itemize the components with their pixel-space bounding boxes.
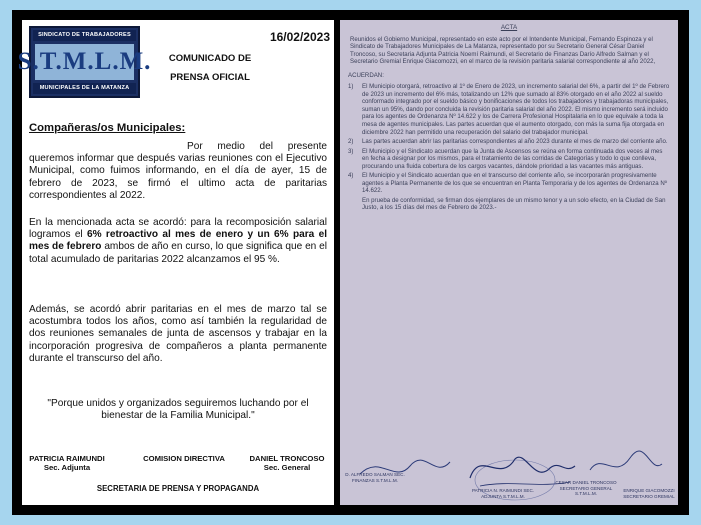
signature-comision-name: COMISION DIRECTIVA [143, 454, 225, 463]
stamp-general: CESAR DANIEL TRONCOSO SECRETARIO GENERAL S.T.M.L.M. [555, 480, 617, 497]
acta-document [348, 24, 670, 212]
stamp-finanzas: D. ALFREDO SALMAN SEC. FINANZAS S.T.M.L.M. [345, 472, 405, 483]
acta-item-text: El Municipio otorgará, retroactivo al 1º de Enero de 2023, un incremento salarial del 6%, a partir del 1º de Febrero de 2023 un incremento del 6% más, totalizando un 12% que sumado al 83% otorgado en el año 2022 al sueldo conformado integrado por el sueldo básico y bonificaciones de todos los trabajadores y trabajadoras municipales, suman un 95%, dando por concluida la revisión paritaria salarial del año 2022. El mismo incremento será incluido para los agentes de Ordenanza Nº 14.622 y los de Carrera Profesional Hospitalaria en lo que equivale a toda la mesa de agentes municipales. Las partes acuerdan que el aumento otorgado, con más la suma fija otorgada en diciembre 2022 han permitido una recuperación del salario del trabajador municipal. [362, 83, 670, 136]
greeting: Compañeras/os Municipales: [29, 122, 186, 134]
acta-item [348, 83, 670, 136]
acta-item [348, 138, 670, 146]
press-release-panel [17, 20, 334, 505]
paragraph-1: Por medio del presente queremos informar que después varias reuniones con el Ejecutivo Municipal, como fuimos informando, en el día de ayer, 15 de febrero de 2023, se firmó el ultimo acta de paritarias correspondientes al 2022. [29, 141, 327, 201]
comunicado-title-line2: PRENSA OFICIAL [170, 72, 250, 83]
signature-adjunta [27, 454, 107, 472]
logo-bottom-text: MUNICIPALES DE LA MATANZA [33, 83, 136, 94]
acta-item-number: 4) [348, 172, 354, 180]
secretaria-footer: SECRETARIA DE PRENSA Y PROPAGANDA [96, 484, 260, 493]
acta-item-text: El Municipio y el Sindicato acuerdan que en el transcurso del corriente año, se incorporarán progresivamente agentes a Planta Permanente de los que se encuentran en Planta Temporaria y de los agentes de Ordenanza Nº 14.622. [362, 172, 667, 195]
union-logo [17, 26, 152, 98]
acta-item [348, 148, 670, 171]
paragraph-2-highlight: 6% retroactivo al mes de enero y un 6% para el mes de febrero [29, 229, 327, 253]
acta-title: ACTA [500, 24, 518, 31]
paragraph-2 [29, 217, 327, 266]
signature-adjunta-name: PATRICIA RAIMUNDI [29, 454, 105, 463]
logo-top-text: SINDICATO DE TRABAJADORES [33, 30, 136, 41]
stamp-adjunta: PATRICIA N. RAIMUNDI SEC. ADJUNTA S.T.M.L.M. [471, 488, 535, 499]
acta-photo [340, 20, 678, 505]
signature-general [242, 454, 332, 472]
signature-general-role: Sec. General [263, 463, 311, 472]
paragraph-2-end: ambos de año en curso, lo que significa que en el total acumulado de paritarias 2022 alcanzamos el 95 %. [29, 241, 327, 265]
paragraph-3: Además, se acordó abrir paritarias en el mes de marzo tal se acostumbra todos los años, como así también la regularidad de dos reuniones semanales de junta de ascensos y trabajar en la incorporación progresiva de compañeros a planta permanente durante el transcurso del año. [29, 304, 327, 364]
closing-quote: "Porque unidos y organizados seguiremos luchando por el bienestar de la Familia Municipal." [47, 398, 309, 422]
acta-acuerdan: ACUERDAN: [348, 71, 384, 79]
signature-stamps [340, 444, 678, 505]
acta-item-number: 3) [348, 147, 354, 155]
paragraph-2-start: En la mencionada acta se acordó: para la recomposición salarial logramos el [29, 217, 327, 241]
signature-adjunta-role: Sec. Adjunta [43, 463, 91, 472]
acta-intro: Reunidos el Gobierno Municipal, representado en este acto por el Intendente Municipal, Fernando Espinoza y el Sindicato de Trabajadores Municipales de La Matanza, representado por su Secretario General César Daniel Troncoso, su Secretaria Adjunta Patricia Noemí Raimundi, el Secretario de Finanzas Darío Alfredo Salman y el Secretario Gremial Enrique Giacomozzi, en el marco de la revisión paritaria salarial correspondiente al año 2022, [350, 35, 656, 66]
logo-acronym: S.T.M.L.M. [17, 48, 152, 75]
acta-item-text: Las partes acuerdan abrir las paritarias correspondientes al año 2023 durante el mes de marzo del corriente año. [362, 138, 668, 146]
signature-general-name: DANIEL TRONCOSO [249, 454, 325, 463]
logo-acronym-box [17, 44, 152, 80]
acta-item [348, 172, 670, 195]
signature-comision [134, 454, 234, 463]
acta-item-number: 2) [348, 138, 354, 146]
comunicado-title-line1: COMUNICADO DE [168, 53, 252, 64]
acta-items [348, 83, 670, 195]
acta-item-number: 1) [348, 83, 354, 91]
acta-closing: En prueba de conformidad, se firman dos ejemplares de un mismo tenor y a un solo efecto, en la Ciudad de San Justo, a los 15 días del mes de Febrero de 2023.- [362, 196, 666, 212]
release-date: 16/02/2023 [269, 30, 330, 44]
acta-item-text: El Municipio y el Sindicato acuerdan que la Junta de Ascensos se reúna en forma continuada dos veces al mes en fecha a designar por los mismos, para el tratamiento de las corridas de Categorías y todo lo que conlleva, procurando una fluida cobertura de los cargos vacantes, dándole prioridad a las vacantes más antiguas. [362, 147, 663, 170]
stamp-gremial: ENRIQUE GIACOMOZZI SECRETARIO GREMIAL [623, 488, 675, 499]
